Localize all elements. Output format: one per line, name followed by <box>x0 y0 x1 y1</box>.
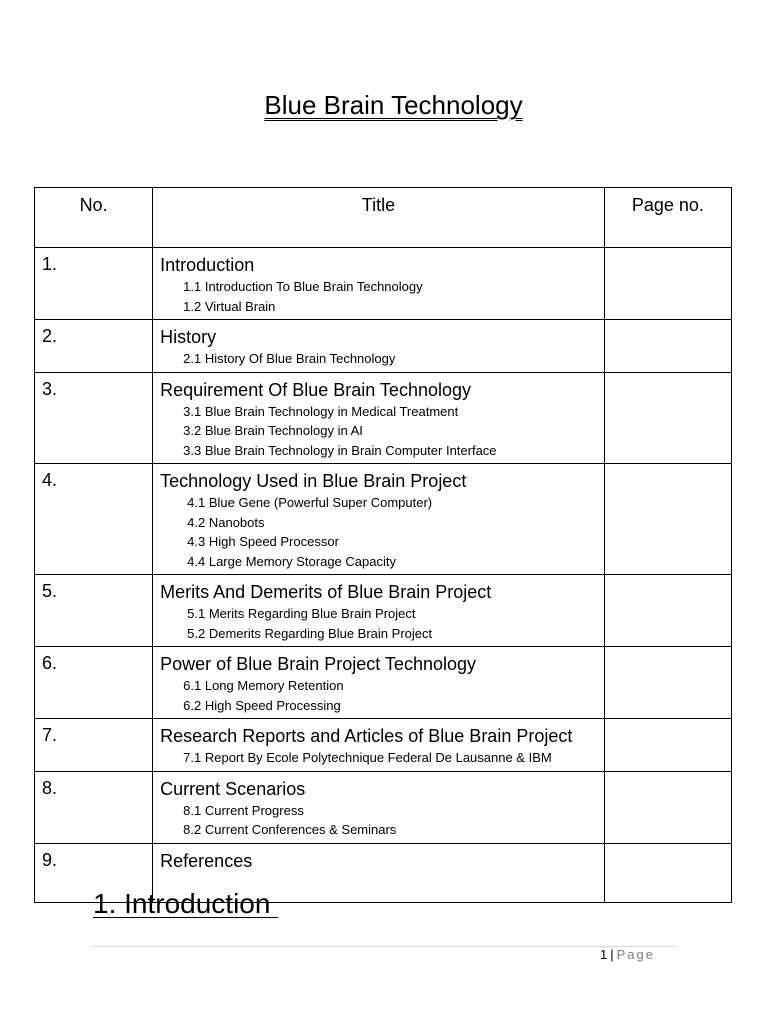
subsection-item: 8.2 Current Conferences & Seminars <box>183 822 397 837</box>
row-number: 7. <box>35 719 153 772</box>
toc-row <box>35 575 732 647</box>
section-title: Power of Blue Brain Project Technology <box>160 654 476 674</box>
header-no: No. <box>35 188 153 248</box>
section-title: Requirement Of Blue Brain Technology <box>160 379 471 400</box>
section-title: Introduction <box>160 255 255 275</box>
row-number: 8. <box>35 771 153 843</box>
footer-separator: | <box>610 947 614 962</box>
row-content <box>153 575 605 647</box>
document-title <box>0 88 768 122</box>
row-page <box>604 464 731 575</box>
row-page <box>604 843 731 902</box>
row-page <box>604 719 731 772</box>
subsection-item: 4.3 High Speed Processor <box>187 534 339 549</box>
toc-row <box>35 372 732 464</box>
section-title: Research Reports and Articles of Blue Brain Project <box>160 726 573 746</box>
subsection-item: 5.1 Merits Regarding Blue Brain Project <box>187 606 416 621</box>
row-content <box>153 647 605 719</box>
subsection-item: 3.3 Blue Brain Technology in Brain Computer Interface <box>183 442 497 458</box>
section-title: History <box>160 327 217 347</box>
row-number: 9. <box>35 843 153 902</box>
subsection-item: 4.1 Blue Gene (Powerful Super Computer) <box>187 495 433 510</box>
subsection-item: 1.1 Introduction To Blue Brain Technology <box>183 279 423 294</box>
subsection-item: 3.2 Blue Brain Technology in AI <box>183 423 363 438</box>
row-page <box>604 248 731 320</box>
row-page <box>604 771 731 843</box>
subsection-item: 5.2 Demerits Regarding Blue Brain Project <box>187 625 433 641</box>
header-title: Title <box>153 188 605 248</box>
subsection-item: 7.1 Report By Ecole Polytechnique Federal De Lausanne & IBM <box>183 750 552 765</box>
row-number: 1. <box>35 248 153 320</box>
toc-row <box>35 719 732 772</box>
subsection-item: 1.2 Virtual Brain <box>183 298 276 314</box>
row-page <box>604 372 731 464</box>
page-number: 1 <box>600 947 608 962</box>
subsection-item: 2.1 History Of Blue Brain Technology <box>183 351 396 366</box>
toc-row <box>35 464 732 575</box>
subsection-item: 8.1 Current Progress <box>183 802 304 818</box>
subsection-item: 6.2 High Speed Processing <box>183 697 341 713</box>
toc-row <box>35 771 732 843</box>
section-heading-text: 1. Introduction <box>93 888 279 919</box>
header-page: Page no. <box>604 188 731 248</box>
document-title-text: Blue Brain Technology <box>264 90 523 120</box>
row-number: 6. <box>35 647 153 719</box>
subsection-item: 4.2 Nanobots <box>187 514 265 530</box>
section-title: Current Scenarios <box>160 778 306 799</box>
row-content <box>153 771 605 843</box>
row-number: 3. <box>35 372 153 464</box>
row-number: 2. <box>35 320 153 373</box>
subsection-item: 3.1 Blue Brain Technology in Medical Treatment <box>183 403 459 419</box>
row-page <box>604 647 731 719</box>
section-title: References <box>160 850 253 871</box>
subsection-item: 4.4 Large Memory Storage Capacity <box>187 553 396 569</box>
subsection-item: 6.1 Long Memory Retention <box>183 678 344 693</box>
row-content <box>153 248 605 320</box>
page-label: Page <box>616 947 655 962</box>
row-content <box>153 372 605 464</box>
section-title: Merits And Demerits of Blue Brain Project <box>160 582 492 602</box>
row-content <box>153 719 605 772</box>
row-content <box>153 320 605 373</box>
section-title: Technology Used in Blue Brain Project <box>160 471 467 491</box>
page-footer <box>600 946 655 964</box>
row-page <box>604 320 731 373</box>
row-page <box>604 575 731 647</box>
row-content <box>153 464 605 575</box>
row-number: 5. <box>35 575 153 647</box>
toc-row <box>35 320 732 373</box>
footer-divider <box>90 946 678 947</box>
toc-header-row <box>35 188 732 248</box>
toc-row <box>35 248 732 320</box>
section-heading <box>93 886 278 922</box>
table-of-contents <box>34 187 732 903</box>
row-number: 4. <box>35 464 153 575</box>
toc-row <box>35 647 732 719</box>
